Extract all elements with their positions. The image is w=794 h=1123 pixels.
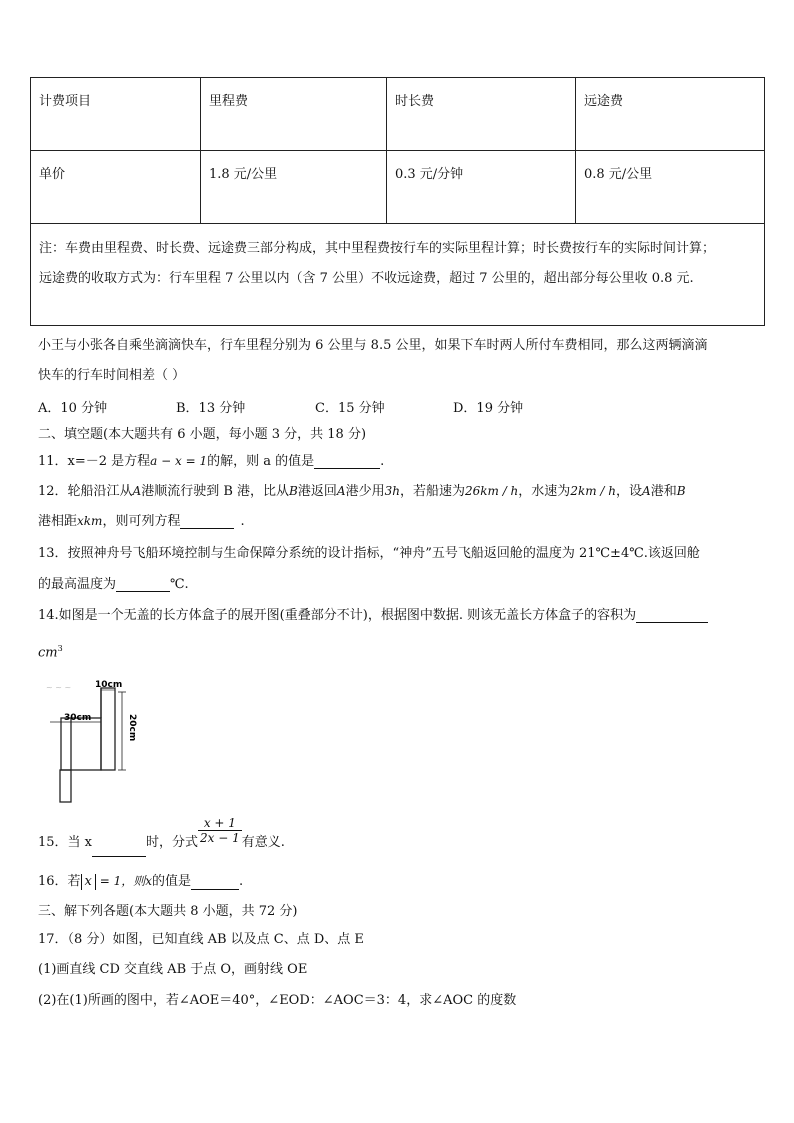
- fig-label-20cm: 20cm: [127, 714, 137, 742]
- q12-text: .: [240, 514, 245, 529]
- q14-answer-blank[interactable]: [636, 608, 708, 623]
- q14-unit-sup: 3: [57, 644, 63, 653]
- q14-unit-text: cm: [38, 645, 58, 661]
- table-cell: 时长费: [387, 78, 576, 151]
- box-net-diagram: [40, 676, 140, 804]
- q12-var: A: [336, 484, 346, 498]
- table-cell: 0.8 元/公里: [576, 151, 765, 224]
- q11: [38, 450, 764, 469]
- q11-text-c: .: [380, 454, 385, 469]
- table-cell: 计费项目: [31, 78, 201, 151]
- q15-fraction: [198, 816, 242, 845]
- q12-var: 26km / h: [464, 484, 519, 498]
- table-cell: 单价: [31, 151, 201, 224]
- q12-text: 12．轮船沿江从: [38, 484, 133, 499]
- q11-text-b: 的解，则 a 的值是: [207, 454, 315, 469]
- q12-text: 港和: [650, 484, 677, 499]
- q13-line1: 13．按照神舟号飞船环境控制与生命保障分系统的设计指标，“神舟”五号飞船返回舱的温度为 21℃±4℃.该返回舱: [38, 546, 700, 561]
- q16-answer-blank[interactable]: [191, 875, 239, 890]
- q12-text: ，设: [616, 484, 643, 499]
- q17-line1: 17．（8 分）如图，已知直线 AB 以及点 C、点 D、点 E: [38, 932, 364, 947]
- q12-text: ，则可列方程: [102, 514, 181, 529]
- q12-var: 3h: [384, 484, 400, 498]
- table-row: [31, 151, 765, 224]
- q12-var: 2km / h: [570, 484, 616, 498]
- q12-var: xkm: [77, 514, 103, 528]
- q16-equation: = 1，则: [95, 874, 146, 888]
- q16: [38, 870, 764, 890]
- q14-unit: [38, 644, 764, 660]
- q16-text: 的值是: [152, 874, 192, 889]
- table-note-row: [31, 224, 765, 326]
- q15-text: 15．当 x: [38, 835, 93, 850]
- q14-line1: [38, 604, 764, 623]
- table-note: [31, 224, 765, 326]
- q11-equation: a − x = 1: [150, 454, 208, 468]
- q15: [38, 816, 764, 856]
- q12-text: 港返回: [297, 484, 337, 499]
- note-line-1: 注：车费由里程费、时长费、远途费三部分构成，其中里程费按行车的实际里程计算；时长费按行车的实际时间计算；: [39, 241, 716, 256]
- q12-text: 港顺流行驶到 B 港，比从: [141, 484, 290, 499]
- q13-line2: [38, 573, 764, 592]
- q15-text: 有意义.: [241, 835, 285, 850]
- q16-var: x: [145, 874, 152, 888]
- q15-answer-blank[interactable]: [92, 842, 146, 857]
- q16-text: .: [239, 874, 244, 889]
- section-2-heading: 二、填空题(本大题共有 6 小题，每小题 3 分，共 18 分): [38, 427, 367, 442]
- q17-line3: (2)在(1)所画的图中，若∠AOE＝40°，∠EOD：∠AOC＝3：4，求∠AOC 的度数: [38, 993, 517, 1008]
- choice-d: D．19 分钟: [453, 401, 524, 416]
- q12-line1: [38, 480, 764, 499]
- q12-text: ，水速为: [518, 484, 571, 499]
- q11-answer-blank[interactable]: [314, 454, 380, 469]
- q12-answer-blank[interactable]: [180, 514, 234, 529]
- q12-text: ，若船速为: [399, 484, 465, 499]
- q12-var: A: [132, 484, 142, 498]
- q12-var: B: [289, 484, 298, 498]
- table-cell: 远途费: [576, 78, 765, 151]
- fig-label-10cm: 10cm: [95, 680, 123, 690]
- fig-label-30cm: 30cm: [64, 713, 92, 723]
- q12-text: 港少用: [345, 484, 385, 499]
- q11-text-a: 11．x=－2 是方程: [38, 454, 151, 469]
- fee-table: [30, 77, 765, 326]
- q10-line1: 小王与小张各自乘坐滴滴快车，行车里程分别为 6 公里与 8.5 公里，如果下车时两人所付车费相同，那么这两辆滴滴: [38, 338, 708, 353]
- fraction-denominator: 2x − 1: [200, 831, 240, 845]
- q13-answer-blank[interactable]: [116, 577, 170, 592]
- q10-line2: 快车的行车时间相差（ ）: [38, 368, 186, 383]
- q12-line2: [38, 510, 764, 529]
- q12-var: A: [642, 484, 651, 498]
- table-header-row: [31, 78, 765, 151]
- fraction-numerator: x + 1: [203, 816, 236, 830]
- q14-text: 14.如图是一个无盖的长方体盒子的展开图(重叠部分不计)，根据图中数据. 则该无盖长方体盒子的容积为: [38, 608, 637, 623]
- q13-text: ℃.: [170, 577, 189, 592]
- choice-c: C．15 分钟: [315, 401, 385, 416]
- table-cell: 里程费: [201, 78, 387, 151]
- q15-text: 时，分式: [146, 835, 199, 850]
- q13-text: 的最高温度为: [38, 577, 117, 592]
- q16-text: 16．若: [38, 874, 81, 889]
- q16-abs-value: x: [81, 874, 96, 890]
- table-cell: 1.8 元/公里: [201, 151, 387, 224]
- choice-b: B．13 分钟: [176, 401, 246, 416]
- q12-text: 港相距: [38, 514, 78, 529]
- note-line-2: 远途费的收取方式为：行车里程 7 公里以内（含 7 公里）不收远途费，超过 7 公里的，超出部分每公里收 0.8 元.: [39, 271, 694, 286]
- section-3-heading: 三、解下列各题(本大题共 8 小题，共 72 分): [38, 904, 298, 919]
- q12-var: B: [676, 484, 686, 498]
- q17-line2: (1)画直线 CD 交直线 AB 于点 O，画射线 OE: [38, 962, 308, 977]
- table-cell: 0.3 元/分钟: [387, 151, 576, 224]
- choice-a: A．10 分钟: [38, 401, 108, 416]
- fig-faint-mark: ~ ~ ~: [46, 683, 72, 692]
